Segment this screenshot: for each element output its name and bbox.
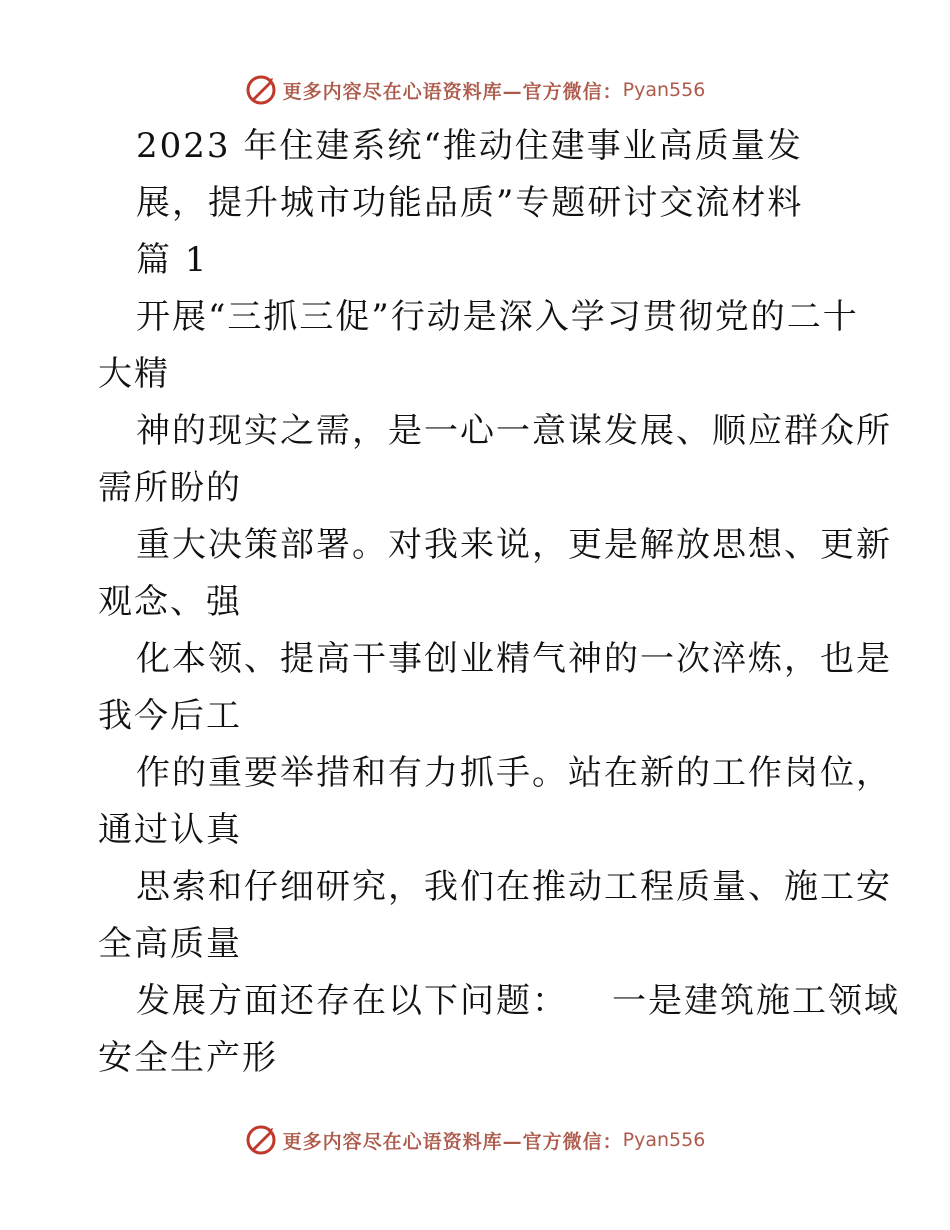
body-line: 作的重要举措和有力抓手。站在新的工作岗位，	[136, 753, 892, 793]
header-watermark	[0, 72, 950, 108]
body-line: 全高质量	[98, 924, 242, 964]
body-line: 开展“三抓三促”行动是深入学习贯彻党的二十	[136, 297, 859, 337]
body-line: 我今后工	[98, 696, 242, 736]
body-line: 大精	[98, 354, 170, 394]
body-line: 思索和仔细研究，我们在推动工程质量、施工安	[136, 867, 892, 907]
body-line	[98, 973, 900, 1030]
document-body	[98, 118, 900, 1087]
body-line: 安全生产形	[98, 1038, 278, 1078]
watermark-contact: Pyan556	[622, 1129, 706, 1151]
document-title-line-2: 展，提升城市功能品质”专题研讨交流材料	[136, 183, 804, 223]
footer-watermark	[0, 1122, 950, 1158]
document-title-line-1: 2023 年住建系统“推动住建事业高质量发	[136, 126, 803, 166]
body-line: 观念、强	[98, 582, 242, 622]
body-line: 通过认真	[98, 810, 242, 850]
watermark-text: 更多内容尽在心语资料库—官方微信：	[282, 1130, 623, 1153]
body-line: 化本领、提高干事创业精气神的一次淬炼，也是	[136, 639, 892, 679]
body-line-part: 一是建筑施工领域	[612, 981, 900, 1021]
body-line-part: 发展方面还存在以下问题：	[136, 981, 568, 1021]
watermark-contact: Pyan556	[622, 79, 706, 101]
quill-logo-icon	[245, 1124, 277, 1156]
watermark-text: 更多内容尽在心语资料库—官方微信：	[282, 80, 623, 103]
quill-logo-icon	[245, 74, 277, 106]
body-line: 重大决策部署。对我来说，更是解放思想、更新	[136, 525, 892, 565]
section-label: 篇 1	[136, 240, 209, 280]
body-line: 需所盼的	[98, 468, 242, 508]
body-line: 神的现实之需，是一心一意谋发展、顺应群众所	[136, 411, 892, 451]
